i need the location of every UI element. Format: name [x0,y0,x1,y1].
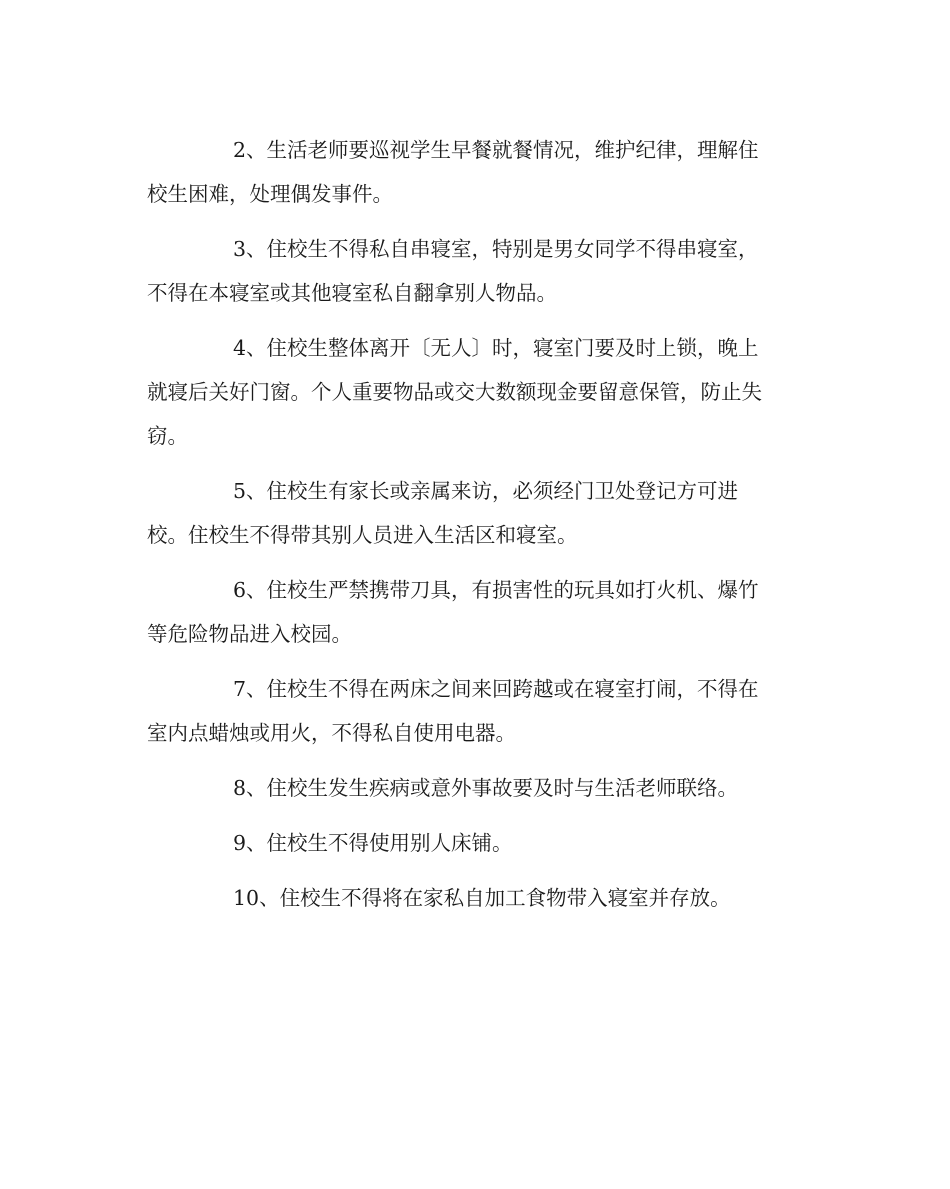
document-body [147,128,807,931]
paragraph-rule-3 [147,227,807,315]
paragraph-line: 8、住校生发生疾病或意外事故要及时与生活老师联络。 [233,776,739,800]
paragraph-line: 室内点蜡烛或用火，不得私自使用电器。 [147,721,516,745]
paragraph-line: 就寝后关好门窗。个人重要物品或交大数额现金要留意保管，防止失 [147,380,762,404]
paragraph-line: 6、住校生严禁携带刀具，有损害性的玩具如打火机、爆竹 [233,578,759,602]
paragraph-line: 7、住校生不得在两床之间来回跨越或在寝室打闹，不得在 [233,677,759,701]
paragraph-rule-10 [147,876,807,920]
paragraph-line: 等危险物品进入校园。 [147,622,352,646]
paragraph-rule-5 [147,469,807,557]
paragraph-rule-6 [147,568,807,656]
paragraph-line: 3、住校生不得私自串寝室，特别是男女同学不得串寝室， [233,237,759,261]
paragraph-line: 4、住校生整体离开〔无人〕时，寝室门要及时上锁，晚上 [233,336,759,360]
paragraph-rule-2 [147,128,807,216]
paragraph-rule-8 [147,766,807,810]
paragraph-line: 校生困难，处理偶发事件。 [147,182,393,206]
paragraph-line: 10、住校生不得将在家私自加工食物带入寝室并存放。 [233,886,731,910]
paragraph-line: 窃。 [147,424,188,448]
paragraph-rule-9 [147,821,807,865]
paragraph-line: 9、住校生不得使用别人床铺。 [233,831,513,855]
paragraph-rule-7 [147,667,807,755]
paragraph-rule-4 [147,326,807,458]
paragraph-line: 校。住校生不得带其别人员进入生活区和寝室。 [147,523,578,547]
paragraph-line: 2、生活老师要巡视学生早餐就餐情况，维护纪律，理解住 [233,138,759,162]
paragraph-line: 5、住校生有家长或亲属来访，必须经门卫处登记方可进 [233,479,739,503]
paragraph-line: 不得在本寝室或其他寝室私自翻拿别人物品。 [147,281,557,305]
